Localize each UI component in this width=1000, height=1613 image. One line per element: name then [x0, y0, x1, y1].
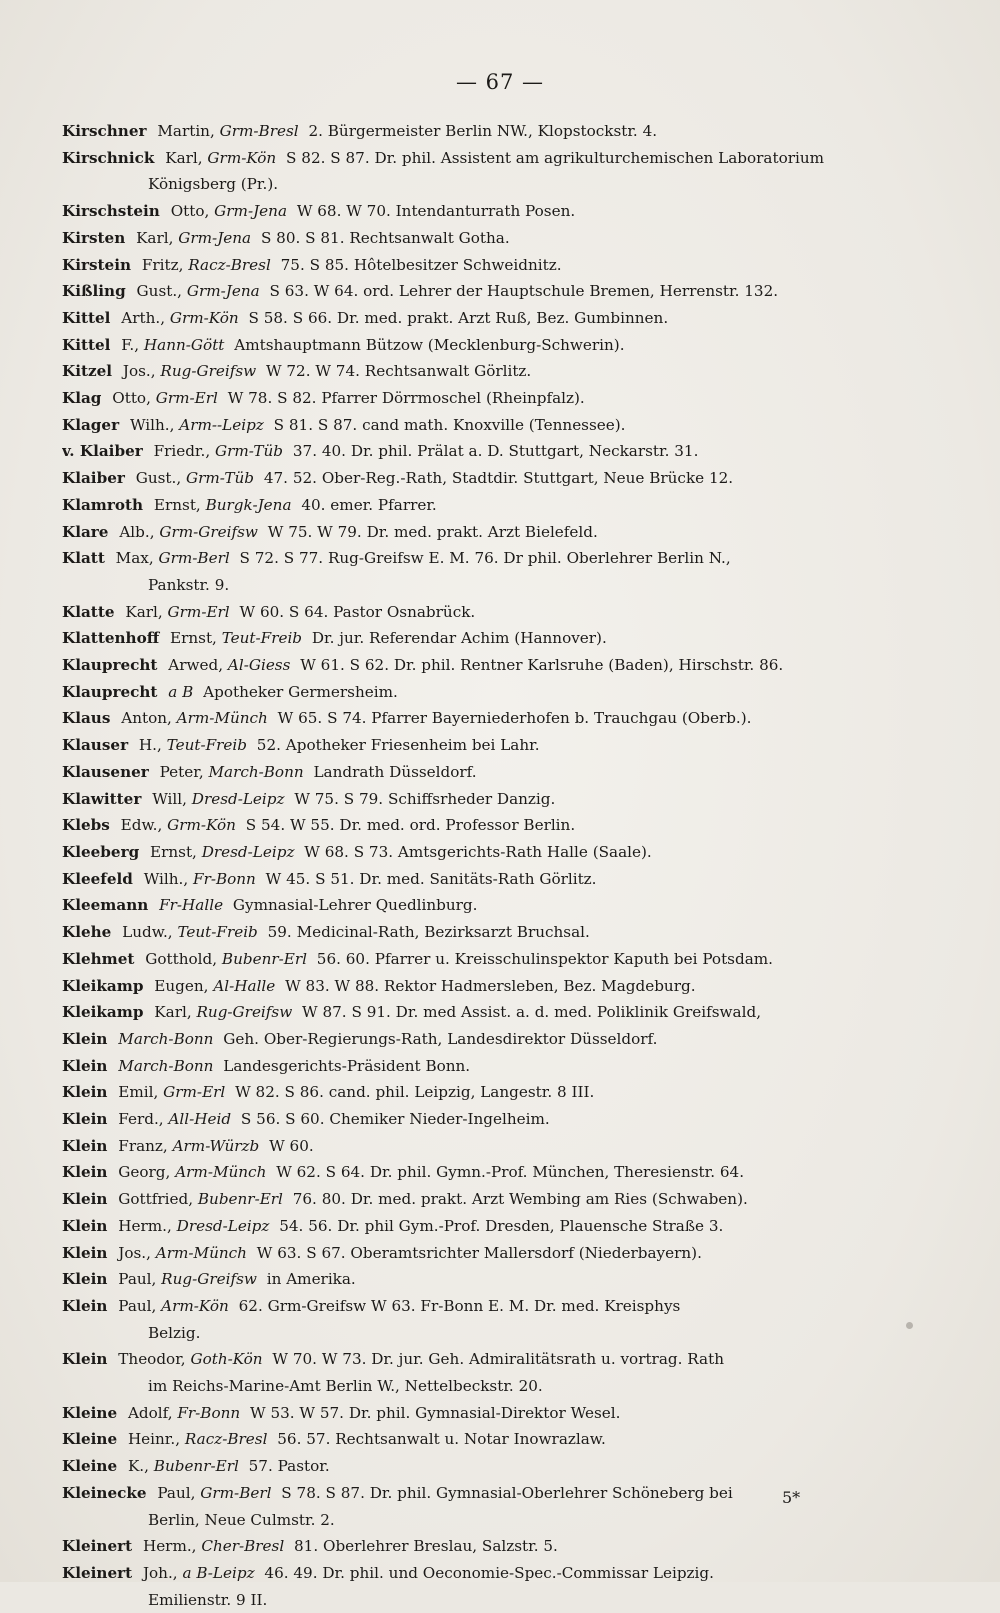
entry-univ: Teut-Freib: [166, 736, 247, 755]
entry-name: Kleikamp: [62, 976, 144, 995]
entry-name: Kleefeld: [62, 869, 133, 888]
entry-name: Klare: [62, 522, 109, 541]
entry-univ: Grm-Erl: [155, 389, 218, 408]
entry-name: Klausener: [62, 762, 149, 781]
entry-rest: Dr. jur. Referendar Achim (Hannover).: [311, 629, 607, 648]
entry-univ: Rug-Greifsw: [160, 362, 257, 381]
entry-rest: S 63. W 64. ord. Lehrer der Hauptschule Bremen, Herrenstr. 132.: [269, 282, 779, 301]
entry-univ: Arm-Würzb: [172, 1136, 260, 1155]
entry-pre: Paul,: [118, 1270, 157, 1289]
entry-univ: Hann-Gött: [143, 335, 225, 354]
entry-name: Klein: [62, 1163, 108, 1182]
entry-name: Kleinert: [62, 1563, 133, 1582]
list-item: [62, 812, 924, 839]
entry-univ: Grm-Jena: [214, 202, 287, 221]
entry-univ: Bubenr-Erl: [153, 1457, 239, 1476]
entry-name: Klauprecht: [62, 656, 158, 675]
list-item: [62, 1133, 924, 1160]
entry-pre: Peter,: [159, 762, 204, 781]
list-item: [62, 839, 924, 866]
entry-continuation: im Reichs-Marine-Amt Berlin W., Nettelbeckstr. 20.: [148, 1377, 543, 1396]
entry-name: Klein: [62, 1083, 108, 1102]
entry-rest: 2. Bürgermeister Berlin NW., Klopstockstr. 4.: [308, 122, 658, 140]
list-item: [62, 1426, 924, 1453]
entry-univ: Dresd-Leipz: [176, 1216, 270, 1235]
entry-pre: Heinr.,: [127, 1430, 181, 1449]
entry-univ: Grm-Jena: [186, 282, 260, 301]
entry-pre: H.,: [138, 736, 162, 755]
list-item: [62, 412, 924, 439]
entry-name: Klein: [62, 1110, 108, 1129]
entry-name: v. Klaiber: [62, 442, 143, 461]
list-item: [62, 1159, 924, 1186]
list-item: [62, 919, 924, 946]
list-item: [62, 1453, 924, 1480]
entry-rest: 37. 40. Dr. phil. Prälat a. D. Stuttgart, Neckarstr. 31.: [292, 442, 699, 461]
entry-rest: S 78. S 87. Dr. phil. Gymnasial-Oberlehrer Schöneberg bei: [281, 1483, 733, 1502]
entry-rest: W 61. S 62. Dr. phil. Rentner Karlsruhe (Baden), Hirschstr. 86.: [300, 656, 784, 675]
list-item: [62, 332, 924, 359]
entry-continuation: Emilienstr. 9 II.: [148, 1590, 268, 1609]
entry-rest: Landesgerichts-Präsident Bonn.: [223, 1056, 471, 1075]
list-item: [62, 1106, 924, 1133]
entry-pre: Gust.,: [136, 282, 183, 301]
entry-pre: Jos.,: [118, 1243, 151, 1262]
entry-name: Klauprecht: [62, 682, 158, 701]
entry-pre: Ernst,: [150, 842, 197, 861]
entry-pre: Wilh.,: [129, 415, 175, 434]
list-item: [62, 118, 924, 145]
list-item: [62, 652, 924, 679]
list-item: [62, 198, 924, 225]
entry-pre: Eugen,: [154, 976, 209, 995]
entry-continuation: Belzig.: [148, 1323, 201, 1342]
entry-name: Klamroth: [62, 495, 144, 514]
entry-name: Kittel: [62, 335, 111, 354]
list-item: [62, 225, 924, 252]
entry-continuation: Pankstr. 9.: [148, 575, 230, 594]
list-item: [62, 492, 924, 519]
entry-univ: Al-Giess: [227, 656, 291, 675]
list-item: [62, 1560, 924, 1613]
entry-univ: Dresd-Leipz: [191, 789, 285, 808]
entry-name: Klein: [62, 1243, 108, 1262]
entry-pre: Karl,: [154, 1003, 192, 1022]
entry-pre: Otto,: [170, 202, 210, 221]
entry-univ: Grm-Bresl: [219, 122, 299, 140]
entry-name: Klebs: [62, 816, 110, 835]
list-item: [62, 999, 924, 1026]
printer-signature: 5*: [782, 1488, 801, 1507]
page-number: — 67 —: [455, 70, 545, 94]
entry-rest: W 63. S 67. Oberamtsrichter Mallersdorf (Niederbayern).: [256, 1243, 702, 1262]
entry-pre: Jos.,: [122, 362, 156, 381]
entry-pre: Herm.,: [118, 1216, 172, 1235]
entry-pre: Adolf,: [127, 1403, 173, 1422]
list-item: [62, 1266, 924, 1293]
entry-pre: Arth.,: [121, 308, 166, 327]
entry-name: Klein: [62, 1190, 108, 1209]
entry-name: Klein: [62, 1029, 108, 1048]
entry-rest: W 72. W 74. Rechtsanwalt Görlitz.: [265, 362, 532, 381]
entry-pre: Karl,: [165, 148, 203, 167]
entry-univ: Grm-Tüb: [215, 442, 284, 461]
entry-rest: 56. 57. Rechtsanwalt u. Notar Inowrazlaw.: [277, 1430, 606, 1449]
entry-rest: W 65. S 74. Pfarrer Bayerniederhofen b. Trauchgau (Oberb.).: [277, 709, 752, 728]
entry-name: Kißling: [62, 282, 126, 301]
entry-name: Kleikamp: [62, 1003, 144, 1022]
entry-rest: W 68. W 70. Intendanturrath Posen.: [296, 202, 576, 221]
entry-univ: Bubenr-Erl: [197, 1190, 283, 1209]
list-item: [62, 1400, 924, 1427]
list-item: [62, 519, 924, 546]
entry-rest: S 81. S 87. cand math. Knoxville (Tennessee).: [273, 415, 626, 434]
entry-univ: Grm-Tüb: [186, 469, 255, 488]
entry-name: Klaiber: [62, 469, 125, 488]
entry-pre: Paul,: [157, 1483, 196, 1502]
list-item: [62, 1346, 924, 1399]
entry-rest: 54. 56. Dr. phil Gym.-Prof. Dresden, Plauensche Straße 3.: [279, 1216, 724, 1235]
entry-name: Klein: [62, 1136, 108, 1155]
entry-pre: Karl,: [125, 602, 163, 621]
entry-pre: Georg,: [118, 1163, 171, 1182]
entry-rest: 46. 49. Dr. phil. und Oeconomie-Spec.-Commissar Leipzig.: [264, 1563, 714, 1582]
list-item: [62, 786, 924, 813]
entry-list: [62, 118, 924, 1613]
entry-univ: Bubenr-Erl: [221, 949, 307, 968]
list-item: [62, 385, 924, 412]
entry-rest: 62. Grm-Greifsw W 63. Fr-Bonn E. M. Dr. med. Kreisphys: [238, 1296, 681, 1315]
entry-pre: Otto,: [112, 389, 151, 408]
entry-univ: Cher-Bresl: [201, 1537, 285, 1556]
list-item: [62, 438, 924, 465]
entry-name: Kleine: [62, 1403, 118, 1422]
entry-name: Kirschner: [62, 122, 147, 140]
entry-pre: Theodor,: [118, 1350, 186, 1369]
entry-name: Kittel: [62, 308, 111, 327]
entry-name: Kleeberg: [62, 842, 140, 861]
entry-rest: in Amerika.: [266, 1270, 356, 1289]
entry-rest: W 60.: [269, 1136, 314, 1155]
entry-rest: S 58. S 66. Dr. med. prakt. Arzt Ruß, Bez. Gumbinnen.: [248, 308, 669, 327]
entry-rest: 75. S 85. Hôtelbesitzer Schweidnitz.: [280, 255, 562, 274]
entry-univ: Fr-Bonn: [193, 869, 256, 888]
entry-pre: Ernst,: [170, 629, 217, 648]
list-item: [62, 1293, 924, 1346]
list-item: [62, 946, 924, 973]
entry-univ: a B: [168, 682, 194, 701]
list-item: [62, 625, 924, 652]
entry-name: Klein: [62, 1350, 108, 1369]
entry-rest: W 75. S 79. Schiffsrheder Danzig.: [294, 789, 556, 808]
list-item: [62, 732, 924, 759]
list-item: [62, 545, 924, 598]
entry-pre: Gotthold,: [145, 949, 218, 968]
entry-rest: 76. 80. Dr. med. prakt. Arzt Wembing am Ries (Schwaben).: [292, 1190, 748, 1209]
entry-name: Klawitter: [62, 789, 142, 808]
entry-rest: W 82. S 86. cand. phil. Leipzig, Langestr. 8 III.: [235, 1083, 595, 1102]
entry-univ: Racz-Bresl: [184, 1430, 268, 1449]
entry-pre: Emil,: [118, 1083, 159, 1102]
list-item: [62, 252, 924, 279]
entry-name: Klehe: [62, 923, 112, 942]
entry-pre: Will,: [152, 789, 187, 808]
entry-pre: Anton,: [121, 709, 172, 728]
list-item: [62, 1026, 924, 1053]
entry-rest: 52. Apotheker Friesenheim bei Lahr.: [256, 736, 540, 755]
entry-univ: March-Bonn: [208, 762, 304, 781]
entry-rest: Apotheker Germersheim.: [203, 682, 398, 701]
list-item: [62, 1079, 924, 1106]
entry-name: Klein: [62, 1056, 108, 1075]
list-item: [62, 973, 924, 1000]
entry-rest: W 53. W 57. Dr. phil. Gymnasial-Direktor Wesel.: [250, 1403, 621, 1422]
list-item: [62, 866, 924, 893]
entry-pre: Edw.,: [120, 816, 163, 835]
entry-rest: S 72. S 77. Rug-Greifsw E. M. 76. Dr phil. Oberlehrer Berlin N.,: [239, 549, 731, 568]
entry-univ: Grm-Erl: [163, 1083, 226, 1102]
entry-univ: Grm-Greifsw: [159, 522, 258, 541]
entry-rest: Gymnasial-Lehrer Quedlinburg.: [232, 896, 478, 915]
entry-rest: W 70. W 73. Dr. jur. Geh. Admiralitätsrath u. vortrag. Rath: [272, 1350, 724, 1369]
list-item: [62, 465, 924, 492]
entry-univ: Racz-Bresl: [188, 255, 271, 274]
entry-univ: Arm--Leipz: [179, 415, 264, 434]
entry-rest: 81. Oberlehrer Breslau, Salzstr. 5.: [294, 1537, 558, 1556]
entry-name: Klaus: [62, 709, 111, 728]
entry-pre: Fritz,: [141, 255, 184, 274]
entry-univ: Grm-Kön: [169, 308, 239, 327]
entry-rest: 40. emer. Pfarrer.: [301, 495, 437, 514]
entry-pre: Max,: [115, 549, 154, 568]
entry-pre: Herm.,: [142, 1537, 197, 1556]
entry-rest: W 75. W 79. Dr. med. prakt. Arzt Bielefeld.: [267, 522, 598, 541]
entry-univ: Al-Halle: [213, 976, 276, 995]
entry-univ: Rug-Greifsw: [196, 1003, 293, 1022]
list-item: [62, 305, 924, 332]
entry-name: Klein: [62, 1296, 108, 1315]
entry-univ: Grm-Berl: [200, 1483, 272, 1502]
entry-rest: W 45. S 51. Dr. med. Sanitäts-Rath Görlitz.: [265, 869, 597, 888]
entry-name: Klag: [62, 389, 102, 408]
entry-name: Klatt: [62, 549, 105, 568]
list-item: [62, 679, 924, 706]
list-item: [62, 145, 924, 198]
entry-rest: W 87. S 91. Dr. med Assist. a. d. med. Poliklinik Greifswald,: [302, 1003, 762, 1022]
entry-pre: Ernst,: [153, 495, 201, 514]
list-item: [62, 358, 924, 385]
entry-univ: Teut-Freib: [177, 923, 258, 942]
entry-univ: Fr-Bonn: [177, 1403, 241, 1422]
entry-name: Klatte: [62, 602, 115, 621]
entry-rest: 47. 52. Ober-Reg.-Rath, Stadtdir. Stuttgart, Neue Brücke 12.: [263, 469, 734, 488]
entry-pre: Arwed,: [168, 656, 224, 675]
list-item: [62, 278, 924, 305]
entry-univ: Arm-Münch: [155, 1243, 247, 1262]
list-item: [62, 892, 924, 919]
entry-name: Klein: [62, 1270, 108, 1289]
entry-univ: Grm-Kön: [167, 816, 236, 835]
entry-pre: Karl,: [136, 228, 174, 247]
entry-name: Kleinert: [62, 1537, 133, 1556]
entry-pre: Friedr.,: [153, 442, 211, 461]
entry-rest: Landrath Düsseldorf.: [313, 762, 477, 781]
entry-name: Klein: [62, 1216, 108, 1235]
list-item: [62, 705, 924, 732]
entry-rest: S 80. S 81. Rechtsanwalt Gotha.: [260, 228, 510, 247]
entry-continuation: Königsberg (Pr.).: [148, 175, 279, 194]
entry-name: Klehmet: [62, 949, 135, 968]
entry-rest: 59. Medicinal-Rath, Bezirksarzt Bruchsal.: [267, 923, 590, 942]
entry-univ: March-Bonn: [118, 1029, 214, 1048]
entry-rest: S 82. S 87. Dr. phil. Assistent am agrikulturchemischen Laboratorium: [286, 148, 825, 167]
entry-univ: March-Bonn: [118, 1056, 214, 1075]
entry-pre: Wilh.,: [143, 869, 189, 888]
entry-univ: Grm-Erl: [167, 602, 230, 621]
entry-univ: Grm-Kön: [207, 148, 277, 167]
entry-rest: S 54. W 55. Dr. med. ord. Professor Berlin.: [245, 816, 576, 835]
entry-rest: 56. 60. Pfarrer u. Kreisschulinspektor Kaputh bei Potsdam.: [316, 949, 773, 968]
entry-name: Klager: [62, 415, 120, 434]
entry-rest: 57. Pastor.: [248, 1457, 330, 1476]
entry-name: Kleemann: [62, 896, 149, 915]
entry-univ: Arm-Münch: [176, 709, 268, 728]
entry-univ: Goth-Kön: [190, 1350, 263, 1369]
entry-rest: W 78. S 82. Pfarrer Dörrmoschel (Rheinpfalz).: [227, 389, 585, 408]
entry-univ: All-Heid: [168, 1110, 232, 1129]
entry-univ: Teut-Freib: [221, 629, 303, 648]
list-item: [62, 1533, 924, 1560]
entry-rest: W 62. S 64. Dr. phil. Gymn.-Prof. München, Theresienstr. 64.: [276, 1163, 745, 1182]
entry-univ: a B-Leipz: [182, 1563, 255, 1582]
entry-rest: W 83. W 88. Rektor Hadmersleben, Bez. Magdeburg.: [285, 976, 696, 995]
entry-name: Kleine: [62, 1457, 118, 1476]
entry-name: Kleinecke: [62, 1483, 147, 1502]
entry-rest: S 56. S 60. Chemiker Nieder-Ingelheim.: [240, 1110, 550, 1129]
entry-univ: Grm-Jena: [178, 228, 252, 247]
entry-name: Kirstein: [62, 255, 132, 274]
entry-univ: Arm-Kön: [161, 1296, 229, 1315]
list-item: [62, 1053, 924, 1080]
entry-univ: Burgk-Jena: [205, 495, 292, 514]
entry-name: Kirschstein: [62, 202, 160, 221]
entry-univ: Arm-Münch: [175, 1163, 267, 1182]
list-item: [62, 1213, 924, 1240]
entry-pre: Franz,: [118, 1136, 168, 1155]
entry-name: Kirschnick: [62, 148, 155, 167]
entry-name: Klauser: [62, 736, 129, 755]
entry-name: Kleine: [62, 1430, 118, 1449]
entry-pre: F.,: [121, 335, 140, 354]
entry-pre: Alb.,: [119, 522, 155, 541]
entry-rest: W 68. S 73. Amtsgerichts-Rath Halle (Saale).: [304, 842, 652, 861]
entry-rest: Amtshauptmann Bützow (Mecklenburg-Schwerin).: [234, 335, 625, 354]
entry-pre: Gottfried,: [118, 1190, 194, 1209]
entry-rest: W 60. S 64. Pastor Osnabrück.: [239, 602, 476, 621]
entry-pre: K.,: [127, 1457, 149, 1476]
entry-pre: Martin,: [157, 122, 215, 140]
entry-pre: Paul,: [118, 1296, 157, 1315]
entry-univ: Grm-Berl: [158, 549, 230, 568]
list-item: [62, 759, 924, 786]
ink-spot-icon: [906, 1322, 913, 1329]
entry-continuation: Berlin, Neue Culmstr. 2.: [148, 1510, 335, 1529]
entry-pre: Joh.,: [142, 1563, 178, 1582]
entry-name: Kirsten: [62, 228, 126, 247]
list-item: [62, 599, 924, 626]
entry-univ: Rug-Greifsw: [161, 1270, 257, 1289]
entry-pre: Ludw.,: [122, 923, 173, 942]
entry-pre: Ferd.,: [118, 1110, 164, 1129]
entry-univ: Dresd-Leipz: [201, 842, 295, 861]
entry-name: Kitzel: [62, 362, 113, 381]
list-item: [62, 1186, 924, 1213]
entry-name: Klattenhoff: [62, 629, 160, 648]
entry-univ: Fr-Halle: [159, 896, 224, 915]
list-item: [62, 1240, 924, 1267]
entry-pre: Gust.,: [135, 469, 182, 488]
entry-rest: Geh. Ober-Regierungs-Rath, Landesdirektor Düsseldorf.: [223, 1029, 658, 1048]
